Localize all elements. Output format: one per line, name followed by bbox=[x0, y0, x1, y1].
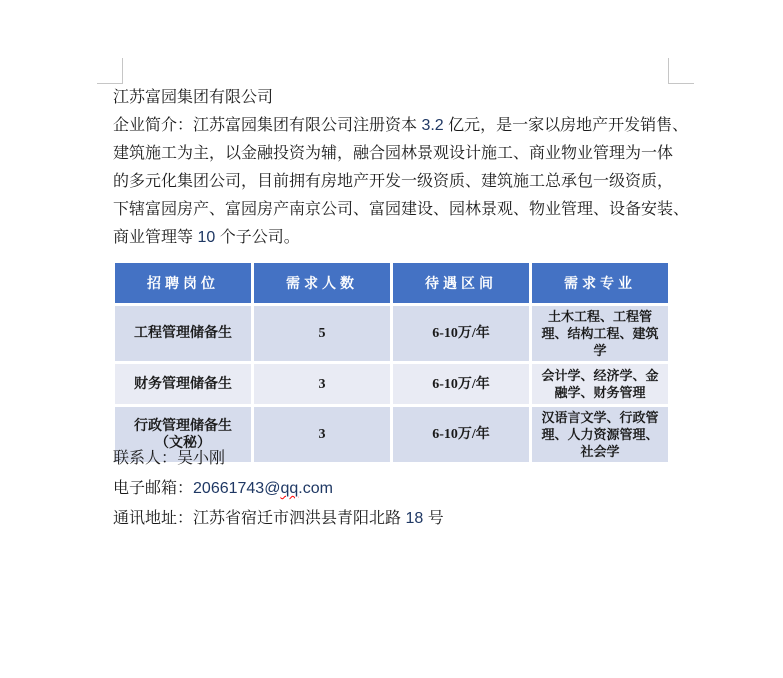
text-run: 商业管理等 bbox=[113, 229, 198, 246]
table-row bbox=[115, 364, 668, 404]
contact-person-line: 联系人：吴小刚 bbox=[113, 450, 226, 467]
intro-paragraph bbox=[113, 112, 690, 252]
intro-line bbox=[113, 140, 679, 168]
header-salary: 待遇区间 bbox=[393, 263, 529, 303]
document-text-block bbox=[113, 84, 690, 252]
email-label: 电子邮箱： bbox=[113, 480, 194, 497]
contact-block bbox=[113, 444, 679, 534]
intro-line bbox=[113, 168, 679, 196]
header-headcount: 需求人数 bbox=[254, 263, 390, 303]
company-title: 江苏富园集团有限公司 bbox=[113, 89, 274, 106]
number-text: .com bbox=[298, 480, 333, 497]
number-text: 18 bbox=[405, 510, 424, 527]
headcount-cell: 3 bbox=[254, 407, 390, 462]
margin-corner-mark-top-right bbox=[668, 58, 694, 84]
headcount-cell: 3 bbox=[254, 364, 390, 404]
number-text: 20661743@ bbox=[193, 480, 281, 497]
headcount-cell: 5 bbox=[254, 306, 390, 361]
table-header-row bbox=[115, 263, 668, 303]
intro-line bbox=[113, 224, 679, 252]
header-position: 招聘岗位 bbox=[115, 263, 251, 303]
contact-address-line bbox=[113, 504, 679, 534]
intro-line bbox=[113, 112, 689, 140]
text-run: 下辖富园房产、富园房产南京公司、富园建设、园林景观、物业管理、设备安装、 bbox=[113, 201, 690, 218]
salary-cell: 6-10万/年 bbox=[393, 306, 529, 361]
salary-cell: 6-10万/年 bbox=[393, 407, 529, 462]
position-cell: 工程管理储备生 bbox=[115, 306, 251, 361]
intro-line bbox=[113, 196, 690, 224]
majors-cell: 会计学、经济学、金融学、财务管理 bbox=[532, 364, 668, 404]
text-run: 个子公司。 bbox=[215, 229, 300, 246]
number-text: 3.2 bbox=[421, 117, 444, 134]
misspelled-text: qq bbox=[280, 480, 299, 497]
email-value bbox=[193, 480, 333, 497]
position-cell: 财务管理储备生 bbox=[115, 364, 251, 404]
text-run: 通讯地址：江苏省宿迁市泗洪县青阳北路 bbox=[113, 510, 406, 527]
text-run: 亿元，是一家以房地产开发销售、 bbox=[443, 117, 689, 134]
margin-corner-mark-top-left bbox=[97, 58, 123, 84]
text-run: 企业简介：江苏富园集团有限公司注册资本 bbox=[113, 117, 422, 134]
salary-cell: 6-10万/年 bbox=[393, 364, 529, 404]
table-body bbox=[115, 306, 668, 462]
recruitment-table bbox=[115, 263, 668, 462]
position-cell: 行政管理储备生（文秘） bbox=[115, 407, 251, 462]
majors-cell: 土木工程、工程管理、结构工程、建筑学 bbox=[532, 306, 668, 361]
text-run: 的多元化集团公司，目前拥有房地产开发一级资质、建筑施工总承包一级资质， bbox=[113, 173, 674, 190]
majors-cell: 汉语言文学、行政管理、人力资源管理、社会学 bbox=[532, 407, 668, 462]
table-row bbox=[115, 306, 668, 361]
header-majors: 需求专业 bbox=[532, 263, 668, 303]
text-run: 号 bbox=[423, 510, 444, 527]
number-text: 10 bbox=[197, 229, 216, 246]
contact-email-line bbox=[113, 474, 679, 504]
text-run: 建筑施工为主，以金融投资为辅，融合园林景观设计施工、商业物业管理为一体 bbox=[113, 145, 674, 162]
